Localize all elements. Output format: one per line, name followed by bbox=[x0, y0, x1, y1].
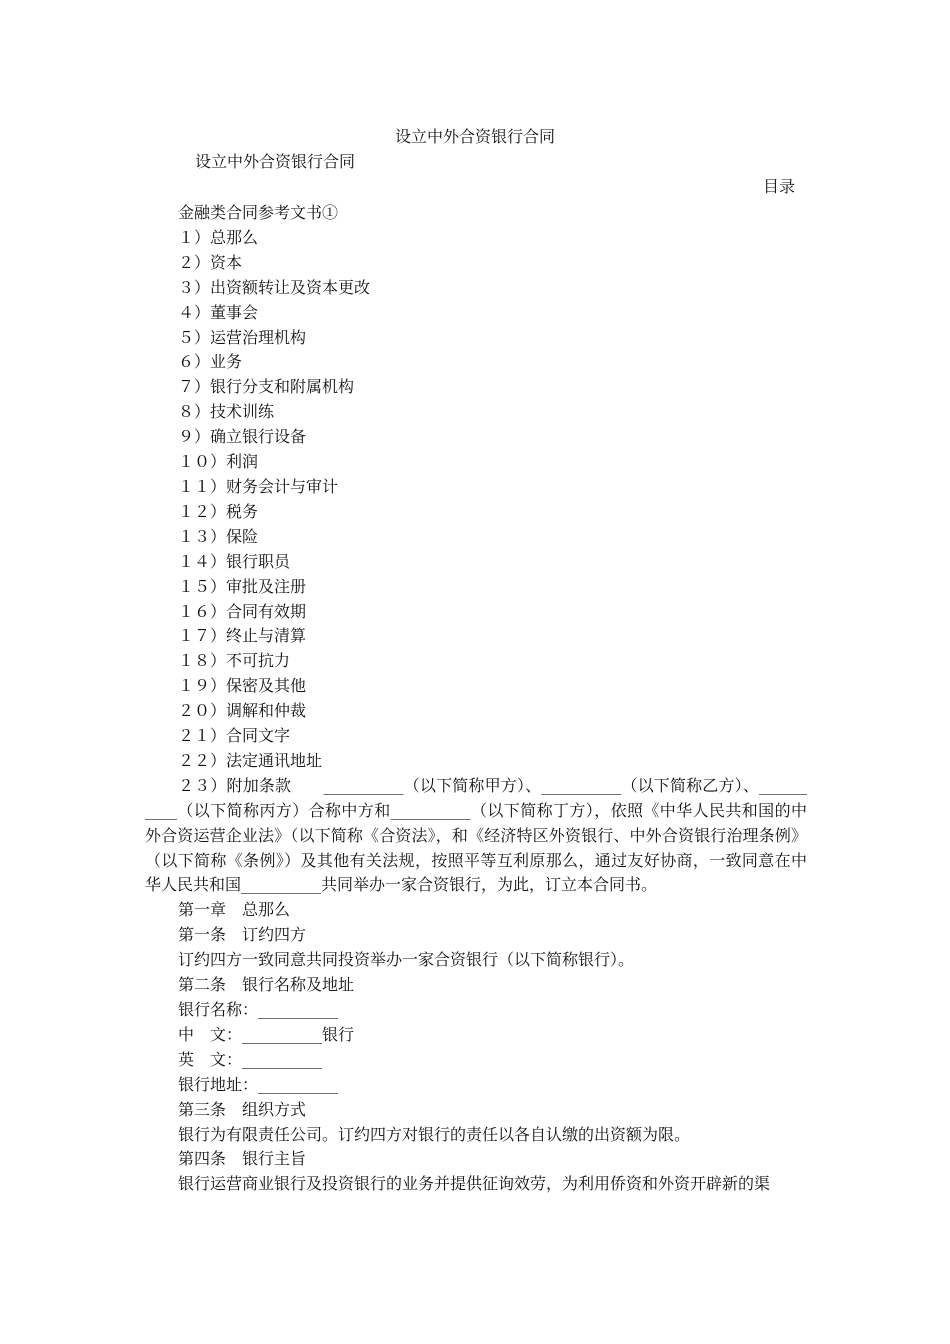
article-heading: 第三条 组织方式 bbox=[178, 1099, 307, 1119]
bank-english-name-field: 英 文：__________ bbox=[178, 1049, 323, 1069]
article-text: 订约四方一致同意共同投资举办一家合资银行（以下简称银行）。 bbox=[178, 950, 635, 970]
toc-item: １８）不可抗力 bbox=[178, 651, 291, 671]
document-title: 设立中外合资银行合同 bbox=[394, 127, 555, 146]
article-heading: 第一条 订约四方 bbox=[178, 925, 307, 945]
bank-address-field: 银行地址：__________ bbox=[178, 1074, 339, 1094]
toc-item: １７）终止与清算 bbox=[178, 626, 307, 646]
toc-intro: 金融类合同参考文书① bbox=[178, 203, 339, 222]
toc-item: １２）税务 bbox=[178, 501, 259, 521]
toc-item: １９）保密及其他 bbox=[178, 676, 307, 696]
toc-item: ４）董事会 bbox=[178, 302, 259, 322]
table-of-contents bbox=[145, 226, 807, 774]
toc-item: ９）确立银行设备 bbox=[178, 427, 307, 447]
toc-heading: 目录 bbox=[762, 177, 795, 196]
article-heading: 第四条 银行主旨 bbox=[178, 1149, 307, 1169]
document-body bbox=[145, 201, 807, 1197]
toc-item: ３）出资额转让及资本更改 bbox=[178, 277, 371, 297]
document-subtitle: 设立中外合资银行合同 bbox=[195, 152, 356, 171]
toc-item: １１）财务会计与审计 bbox=[178, 476, 339, 496]
bank-chinese-name-field: 中 文：__________银行 bbox=[178, 1024, 355, 1044]
toc-item: １６）合同有效期 bbox=[178, 601, 307, 621]
toc-item: ２０）调解和仲裁 bbox=[178, 701, 307, 721]
article-text: 银行运营商业银行及投资银行的业务并提供征询效劳，为利用侨资和外资开辟新的渠 bbox=[178, 1174, 771, 1194]
toc-item: ６）业务 bbox=[178, 352, 243, 372]
article-heading: 第二条 银行名称及地址 bbox=[178, 975, 355, 995]
toc-item: １４）银行职员 bbox=[178, 551, 291, 571]
toc-item: ７）银行分支和附属机构 bbox=[178, 377, 355, 397]
preamble-paragraph: ２３）附加条款 __________（以下简称甲方）、__________（以下简称乙方）、__________（以下简称丙方）合称中方和__________（以下简称丁方），依照《中华人民共和国的中外合资运营企业法》（以下简称《合资法》，和《经济特区外资银行、中外合资银行治理条例》（以下简称《条例》）及其他有关法规，按照平等互利原那么，通过友好协商，一致同意在中华人民共和国__________共同举办一家合资银行，为此，订立本合同书。 bbox=[145, 775, 807, 895]
toc-item: ８）技术训练 bbox=[178, 402, 275, 422]
toc-item: １５）审批及注册 bbox=[178, 576, 307, 596]
toc-item: ２）资本 bbox=[178, 252, 243, 272]
toc-item: ２１）合同文字 bbox=[178, 726, 291, 746]
bank-name-field: 银行名称：__________ bbox=[178, 1000, 339, 1019]
toc-item: １）总那么 bbox=[178, 227, 259, 247]
toc-item: １０）利润 bbox=[178, 452, 259, 472]
chapter-heading: 第一章 总那么 bbox=[178, 900, 291, 920]
toc-item: ５）运营治理机构 bbox=[178, 327, 307, 347]
article-text: 银行为有限责任公司。订约四方对银行的责任以各自认缴的出资额为限。 bbox=[178, 1124, 691, 1144]
toc-item: １３）保险 bbox=[178, 526, 259, 546]
toc-item: ２２）法定通讯地址 bbox=[178, 750, 323, 770]
